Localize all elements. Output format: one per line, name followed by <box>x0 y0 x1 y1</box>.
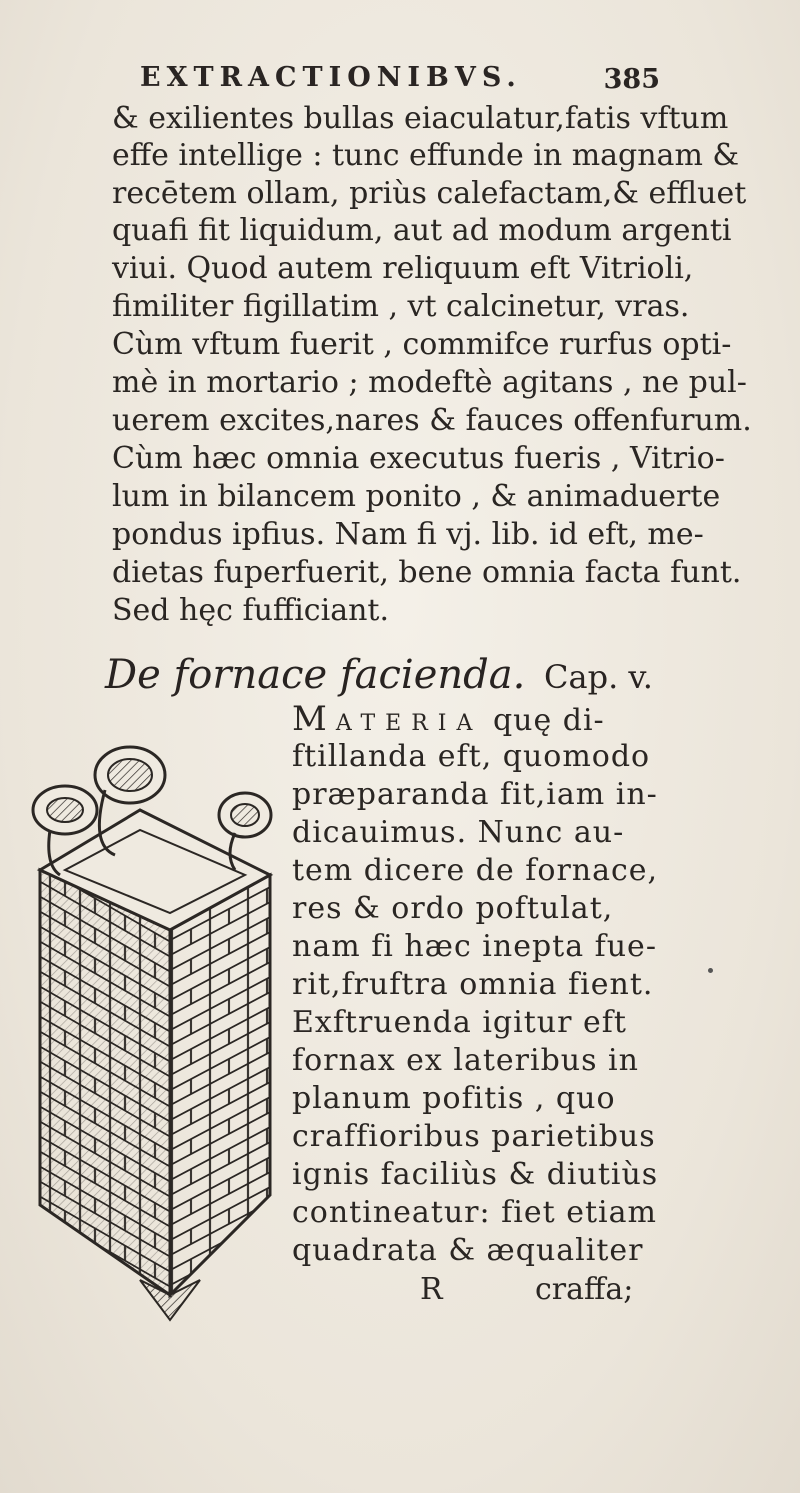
text-line: quafi fit liquidum, aut ad modum argenti <box>112 213 732 248</box>
text-line: Sed hęc fufficiant. <box>112 593 389 628</box>
text-line: uerem excites,nares & fauces offenfurum. <box>112 403 752 438</box>
text-line: pondus ipfius. Nam fi vj. lib. id eft, me- <box>112 517 704 552</box>
text-line: & exilientes bullas eiaculatur,fatis vftum <box>112 101 729 136</box>
text-line: præparanda fit,iam in- <box>292 777 658 812</box>
text-line: tem dicere de fornace, <box>292 853 659 888</box>
small-caps-word: ATERIA <box>335 711 483 736</box>
text-line: ignis faciliùs & diutiùs <box>292 1157 659 1192</box>
text-line: fimiliter figillatim , vt calcinetur, vras. <box>112 289 690 324</box>
text-line: rit,fruftra omnia fient. <box>292 967 654 1002</box>
chapter-label: Cap. v. <box>544 658 653 696</box>
text-line: dietas fuperfuerit, bene omnia facta funt. <box>112 555 742 590</box>
text-line: recētem ollam, priùs calefactam,& effluet <box>112 176 747 211</box>
text-line: res & ordo poftulat, <box>292 891 614 926</box>
running-head <box>140 62 660 102</box>
text-line: Exftruenda igitur eft <box>292 1005 627 1040</box>
catchword: craffa; <box>535 1272 634 1307</box>
chapter-title: De fornace facienda. <box>105 652 526 698</box>
text-line: mè in mortario ; modeftè agitans , ne pul- <box>112 365 747 400</box>
text-line: effe intellige : tunc effunde in magnam & <box>112 138 740 173</box>
text-line: dicauimus. Nunc au- <box>292 815 625 850</box>
chapter-heading <box>105 652 653 698</box>
paper-speck <box>708 968 713 973</box>
page-number: 385 <box>603 64 660 95</box>
text-line <box>292 700 605 743</box>
text-line: ftillanda eft, quomodo <box>292 739 651 774</box>
text-line: planum pofitis , quo <box>292 1081 616 1116</box>
drop-cap: M <box>292 699 336 739</box>
text-line: contineatur: fiet etiam <box>292 1195 657 1230</box>
text-line: fornax ex lateribus in <box>292 1043 639 1078</box>
running-title: EXTRACTIONIBVS. <box>140 62 522 93</box>
text-line: Cùm vftum fuerit , commifce rurfus opti- <box>112 327 732 362</box>
text-line: craffioribus parietibus <box>292 1119 656 1154</box>
text-line: quadrata & æqualiter <box>292 1233 644 1268</box>
text-line: viui. Quod autem reliquum eft Vitrioli, <box>112 251 694 286</box>
text-fragment: quę di- <box>492 703 605 738</box>
brick-furnace-woodcut-icon <box>20 735 280 1335</box>
signature-mark: R <box>420 1272 443 1307</box>
text-line: nam fi hæc inepta fue- <box>292 929 657 964</box>
text-line: Cùm hæc omnia executus fueris , Vitrio- <box>112 441 725 476</box>
text-line: lum in bilancem ponito , & animaduerte <box>112 479 721 514</box>
